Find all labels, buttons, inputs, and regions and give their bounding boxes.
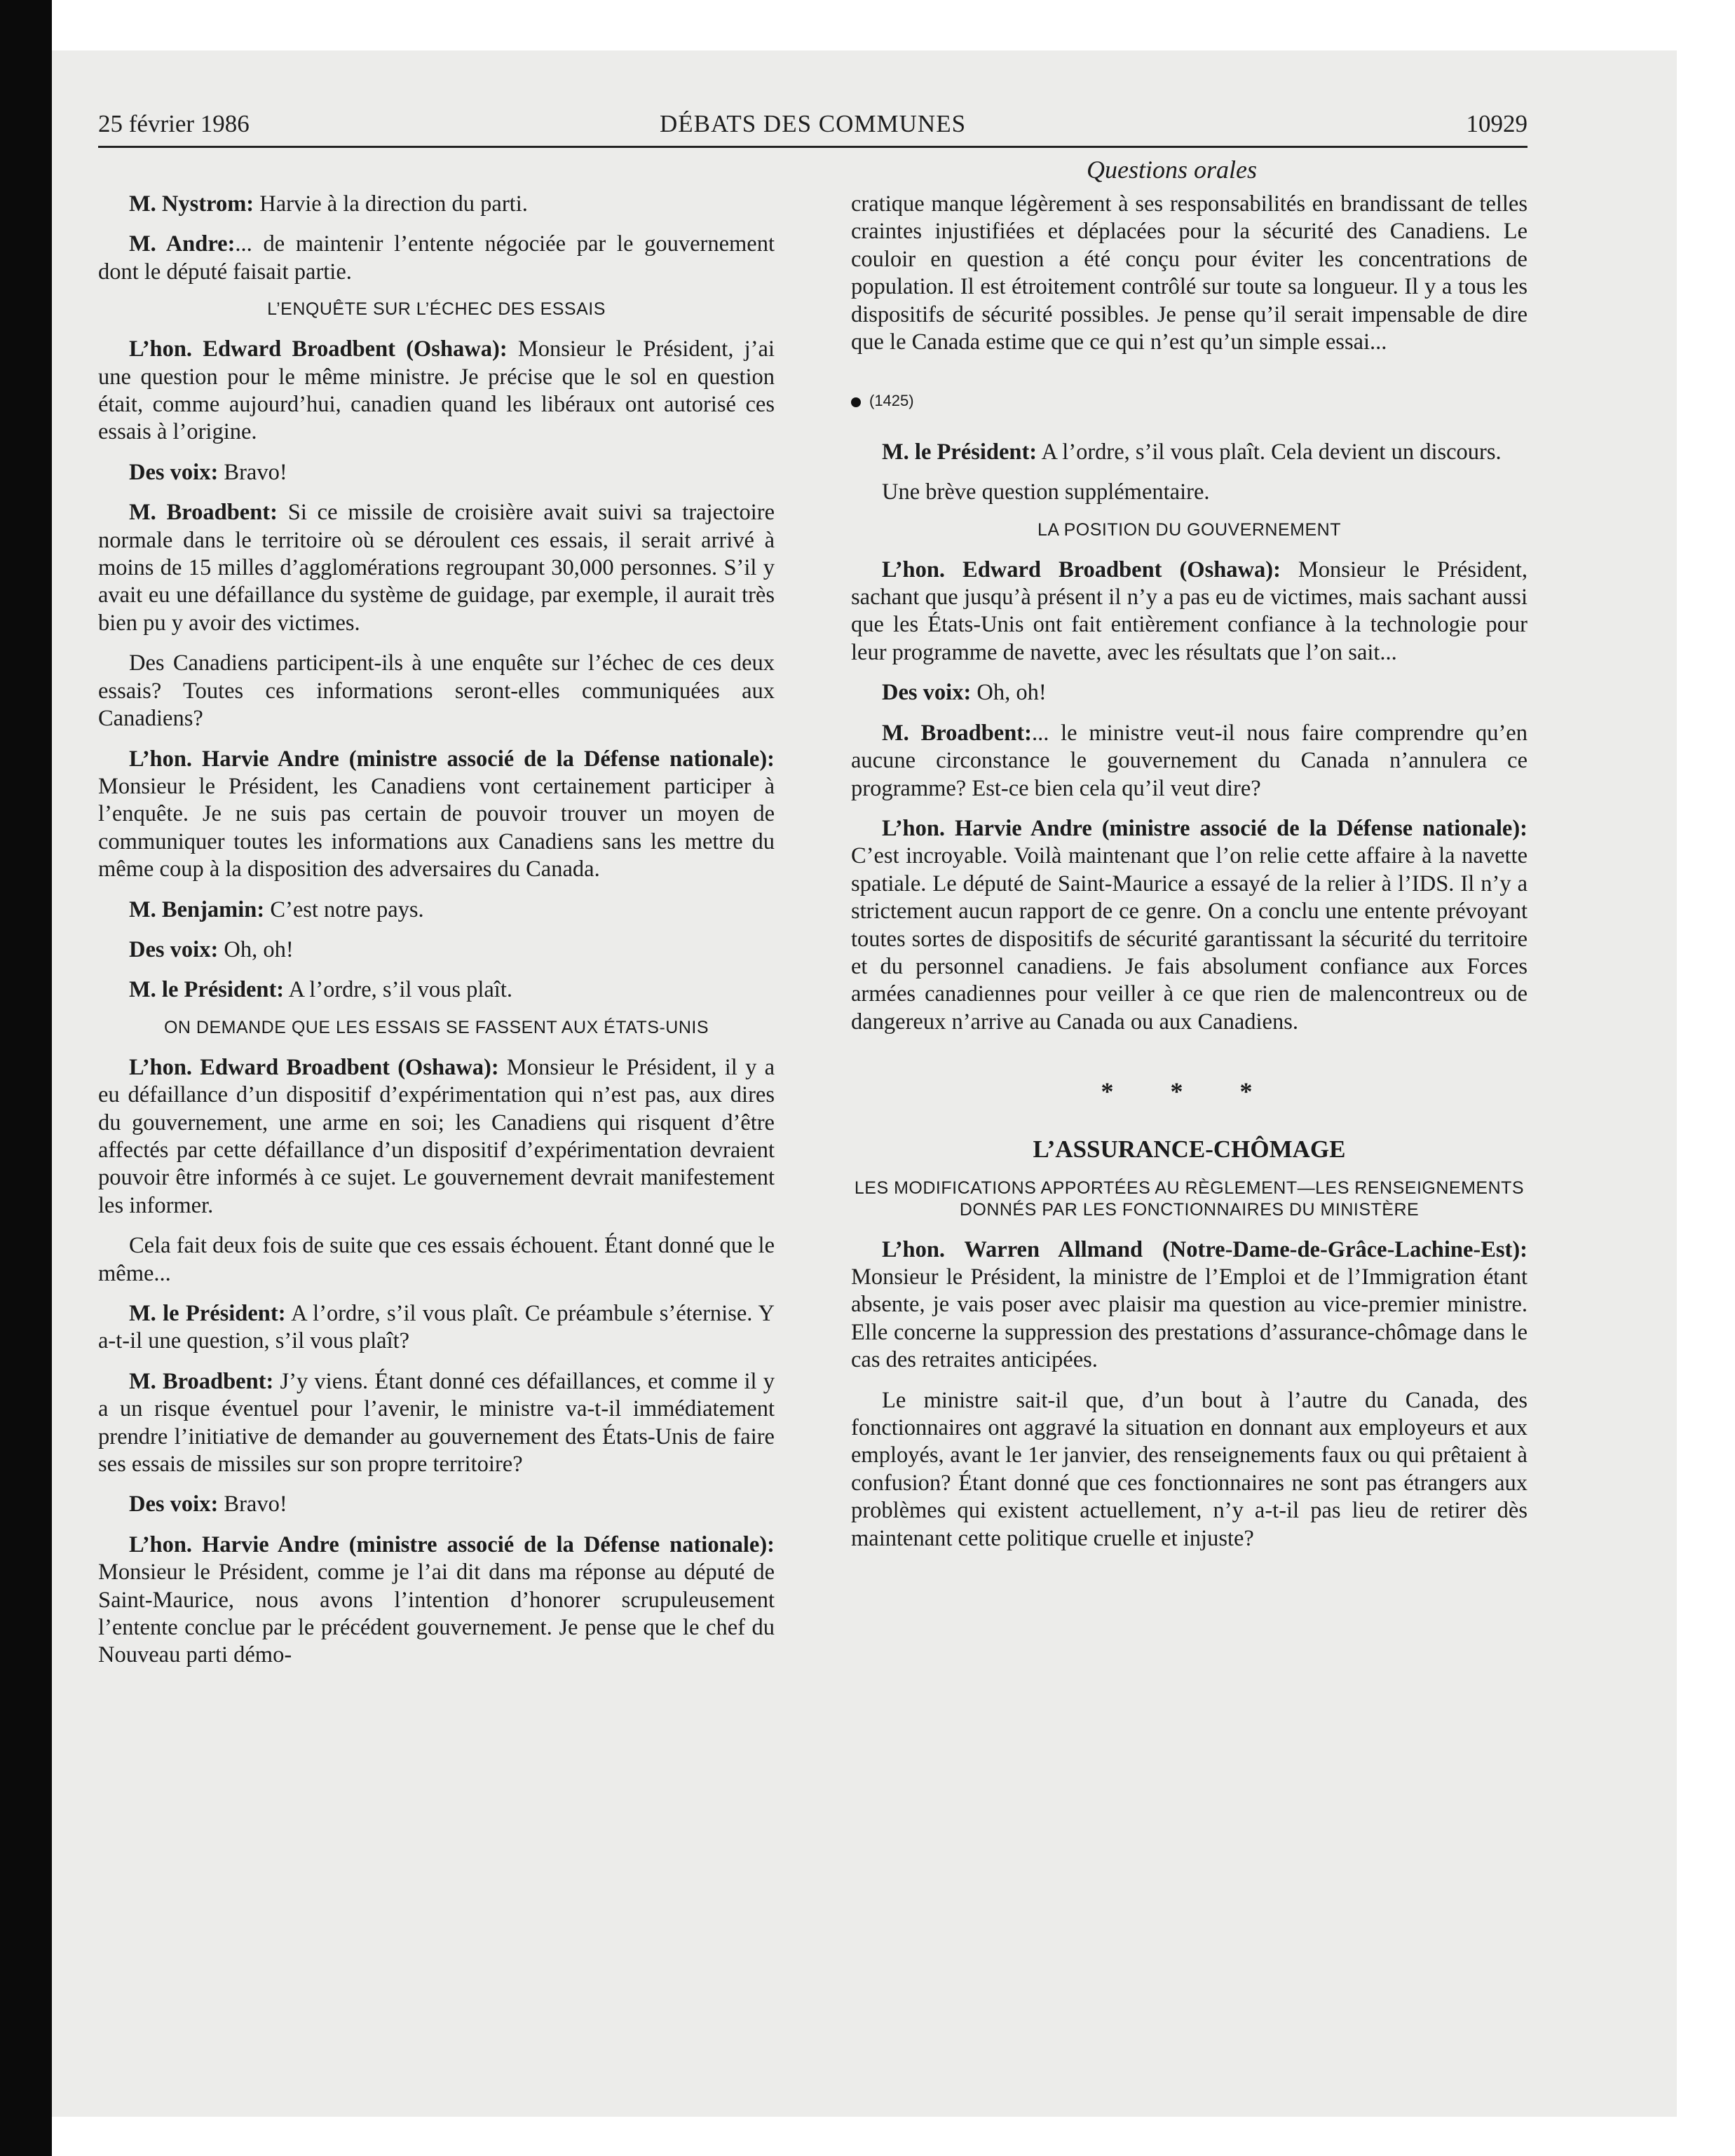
page-header <box>98 105 1528 143</box>
time-marker <box>851 387 1528 414</box>
speaker-name: M. Broadbent: <box>882 720 1032 746</box>
speech-text: Bravo! <box>218 1492 287 1517</box>
paragraph: Cela fait deux fois de suite que ces essais échouent. Étant donné que le même... <box>98 1233 775 1286</box>
speech-paragraph <box>98 459 775 486</box>
speech-paragraph <box>851 557 1528 667</box>
speech-paragraph <box>98 1491 775 1518</box>
header-page-number: 10929 <box>1466 110 1528 137</box>
speaker-name: Des voix: <box>882 680 972 706</box>
speaker-name: Des voix: <box>129 459 219 485</box>
header-rule <box>98 146 1528 148</box>
speech-paragraph <box>851 1236 1528 1374</box>
speech-paragraph <box>851 815 1528 1036</box>
speech-text: Monsieur le Président, comme je l’ai dit dans ma réponse au député de Saint-Maurice, nous avons l’intention d’honorer scrupuleusement l’entente conclue par le précédent gouvernement. Je pense que le chef du Nouveau parti démo- <box>98 1560 775 1668</box>
speech-text: Oh, oh! <box>971 680 1047 706</box>
continued-paragraph: cratique manque légèrement à ses responsabilités en brandissant de telles craintes injustifiées et déplacées pour la sécurité des Canadiens. Le couloir en question a été conçu pour éviter les concentrations de population. Il est étroitement contrôlé sur toute sa longueur. Il y a tous les dispositifs de sécurité possibles. Je pense qu’il serait impensable de dire que le Canada estime que ce qui n’est qu’un simple essai... <box>851 191 1528 355</box>
left-column <box>98 191 775 1682</box>
speech-text: A l’ordre, s’il vous plaît. <box>284 977 512 1003</box>
section-separator: * * * <box>1101 1077 1278 1106</box>
speech-text: Monsieur le Président, il y a eu défaillance d’un dispositif d’expérimentation qui n’est pas, aux dires du gouvernement, une arme en soi; les Canadiens qui risquent d’être affectés par cette défaillance d’un dispositif d’expérimentation devraient pouvoir être informés à ce sujet. Le gouvernement devrait manifestement les informer. <box>98 1054 775 1218</box>
header-date: 25 février 1986 <box>98 110 250 137</box>
header-title: DÉBATS DES COMMUNES <box>659 110 967 137</box>
subheading: LES MODIFICATIONS APPORTÉES AU RÈGLEMENT—LES RENSEIGNEMENTS DONNÉS PAR LES FONCTIONNAIRES DU MINISTÈRE <box>854 1178 1525 1220</box>
speaker-name: M. Andre: <box>129 231 236 257</box>
paragraph: Le ministre sait-il que, d’un bout à l’autre du Canada, des fonctionnaires ont aggravé la situation en donnant aux employeurs et aux employés, avant le 1er janvier, des renseignements faux ou qui prêtaient à confusion? Étant donné que ces fonctionnaires ne sont pas étrangers aux problèmes qui existent actuellement, n’y a-t-il pas lieu de retirer dès maintenant cette politique cruelle et injuste? <box>851 1387 1528 1551</box>
speaker-name: L’hon. Warren Allmand (Notre-Dame-de-Grâce-Lachine-Est): <box>882 1236 1528 1262</box>
speech-paragraph <box>98 1368 775 1479</box>
subheading: ON DEMANDE QUE LES ESSAIS SE FASSENT AUX ÉTATS-UNIS <box>163 1017 709 1037</box>
speaker-name: L’hon. Harvie Andre (ministre associé de la Défense nationale): <box>129 746 775 772</box>
speaker-name: M. le Président: <box>882 439 1037 465</box>
speech-text: Oh, oh! <box>218 936 294 962</box>
speech-text: Harvie à la direction du parti. <box>254 191 528 217</box>
speech-text: J’y viens. Étant donné ces défaillances, et comme il y a un risque éventuel pour l’avenir, le ministre va-t-il immédiatement prendre l’initiative de demander au gouvernement des États-Unis de faire ses essais de missiles sur son propre territoire? <box>98 1368 775 1478</box>
bullet-dot-icon <box>851 397 861 407</box>
speech-paragraph <box>98 1531 775 1670</box>
speech-text: C’est notre pays. <box>264 896 424 922</box>
speech-text: A l’ordre, s’il vous plaît. Ce préambule s’éternise. Y a-t-il une question, s’il vous plaît? <box>98 1301 775 1354</box>
speaker-name: L’hon. Harvie Andre (ministre associé de la Défense nationale): <box>129 1531 775 1557</box>
scan-border-left <box>0 0 52 2156</box>
speech-text: Monsieur le Président, les Canadiens vont certainement participer à l’enquête. Je ne suis pas certain de pouvoir trouver un moyen de communiquer toutes les informations aux Canadiens sans les mettre du même coup à la disposition des adversaires du Canada. <box>98 773 775 882</box>
speaker-name: M. Broadbent: <box>129 1368 274 1394</box>
speech-paragraph <box>98 746 775 884</box>
topic-heading: L’ASSURANCE-CHÔMAGE <box>1033 1135 1346 1163</box>
speech-paragraph <box>851 679 1528 707</box>
right-column <box>851 191 1528 1565</box>
speech-paragraph <box>98 191 775 218</box>
section-heading: Questions orales <box>1087 156 1257 184</box>
speech-text: Monsieur le Président, j’ai une question pour le même ministre. Je précise que le sol en question était, comme aujourd’hui, canadien quand les libéraux ont autorisé ces essais à l’origine. <box>98 336 775 445</box>
speech-paragraph <box>98 936 775 964</box>
speech-text: ... le ministre veut-il nous faire comprendre qu’en aucune circonstance le gouvernement du Canada n’annulera ce programme? Est-ce bien cela qu’il veut dire? <box>851 720 1528 801</box>
speaker-name: M. Broadbent: <box>129 500 278 526</box>
speech-paragraph <box>98 1300 775 1356</box>
speech-text: ... de maintenir l’entente négociée par le gouvernement dont le député faisait partie. <box>98 231 775 285</box>
speaker-name: M. le Président: <box>129 1301 286 1326</box>
time-marker-text: (1425) <box>869 392 914 410</box>
speech-text: Monsieur le Président, la ministre de l’Emploi et de l’Immigration étant absente, je vais poser avec plaisir ma question au vice-premier ministre. Elle concerne la suppression des prestations d’assurance-chômage dans le cas des retraites anticipées. <box>851 1264 1528 1373</box>
speech-text: A l’ordre, s’il vous plaît. Cela devient un discours. <box>1037 439 1502 465</box>
speaker-name: L’hon. Harvie Andre (ministre associé de la Défense nationale): <box>882 815 1528 841</box>
speech-paragraph <box>98 231 775 286</box>
paragraph: Des Canadiens participent-ils à une enquête sur l’échec de ces deux essais? Toutes ces informations seront-elles communiquées aux Canadiens? <box>98 650 775 732</box>
speaker-name: L’hon. Edward Broadbent (Oshawa): <box>129 336 508 362</box>
subheading: LA POSITION DU GOUVERNEMENT <box>1037 519 1341 540</box>
speech-paragraph <box>851 720 1528 803</box>
speech-paragraph <box>98 976 775 1004</box>
speaker-name: M. Nystrom: <box>129 191 254 217</box>
speech-paragraph <box>98 499 775 637</box>
speech-paragraph <box>98 896 775 924</box>
speech-paragraph <box>98 336 775 446</box>
speech-paragraph <box>98 1054 775 1220</box>
speaker-name: M. Benjamin: <box>129 896 265 922</box>
speech-text: Si ce missile de croisière avait suivi sa trajectoire normale dans le territoire où se déroulent ces essais, il serait arrivé à moins de 15 milles d’agglomérations regroupant 30,000 personnes. S’il y avait eu une défaillance du système de guidage, par exemple, il aurait très bien pu y avoir des victimes. <box>98 500 775 636</box>
speech-text: Bravo! <box>218 459 287 485</box>
speech-text: Monsieur le Président, sachant que jusqu’à présent il n’y a pas eu de victimes, mais sachant aussi que les États-Unis ont fait entièrement confiance à la technologie pour leur programme de navette, avec les résultats que l’on sait... <box>851 557 1528 665</box>
speech-text: C’est incroyable. Voilà maintenant que l’on relie cette affaire à la navette spatiale. Le député de Saint-Maurice a essayé de la relier à l’IDS. Il n’y a strictement aucun rapport de ce genre. On a conclu une entente prévoyant toutes sortes de dispositifs de sécurité garantissant la sécurité du territoire et du personnel canadiens. Je fais absolument confiance aux Forces armées canadiennes pour veiller à ce que rien de malencontreux ou de dangereux n’arrive au Canada ou aux Canadiens. <box>851 843 1528 1035</box>
speaker-name: Des voix: <box>129 936 219 962</box>
speech-paragraph <box>851 439 1528 466</box>
speaker-name: M. le Président: <box>129 977 285 1003</box>
speaker-name: L’hon. Edward Broadbent (Oshawa): <box>882 557 1281 582</box>
speaker-name: Des voix: <box>129 1492 219 1517</box>
subheading: L’ENQUÊTE SUR L’ÉCHEC DES ESSAIS <box>267 299 606 320</box>
speaker-name: L’hon. Edward Broadbent (Oshawa): <box>129 1054 499 1080</box>
paragraph: Une brève question supplémentaire. <box>882 479 1210 505</box>
